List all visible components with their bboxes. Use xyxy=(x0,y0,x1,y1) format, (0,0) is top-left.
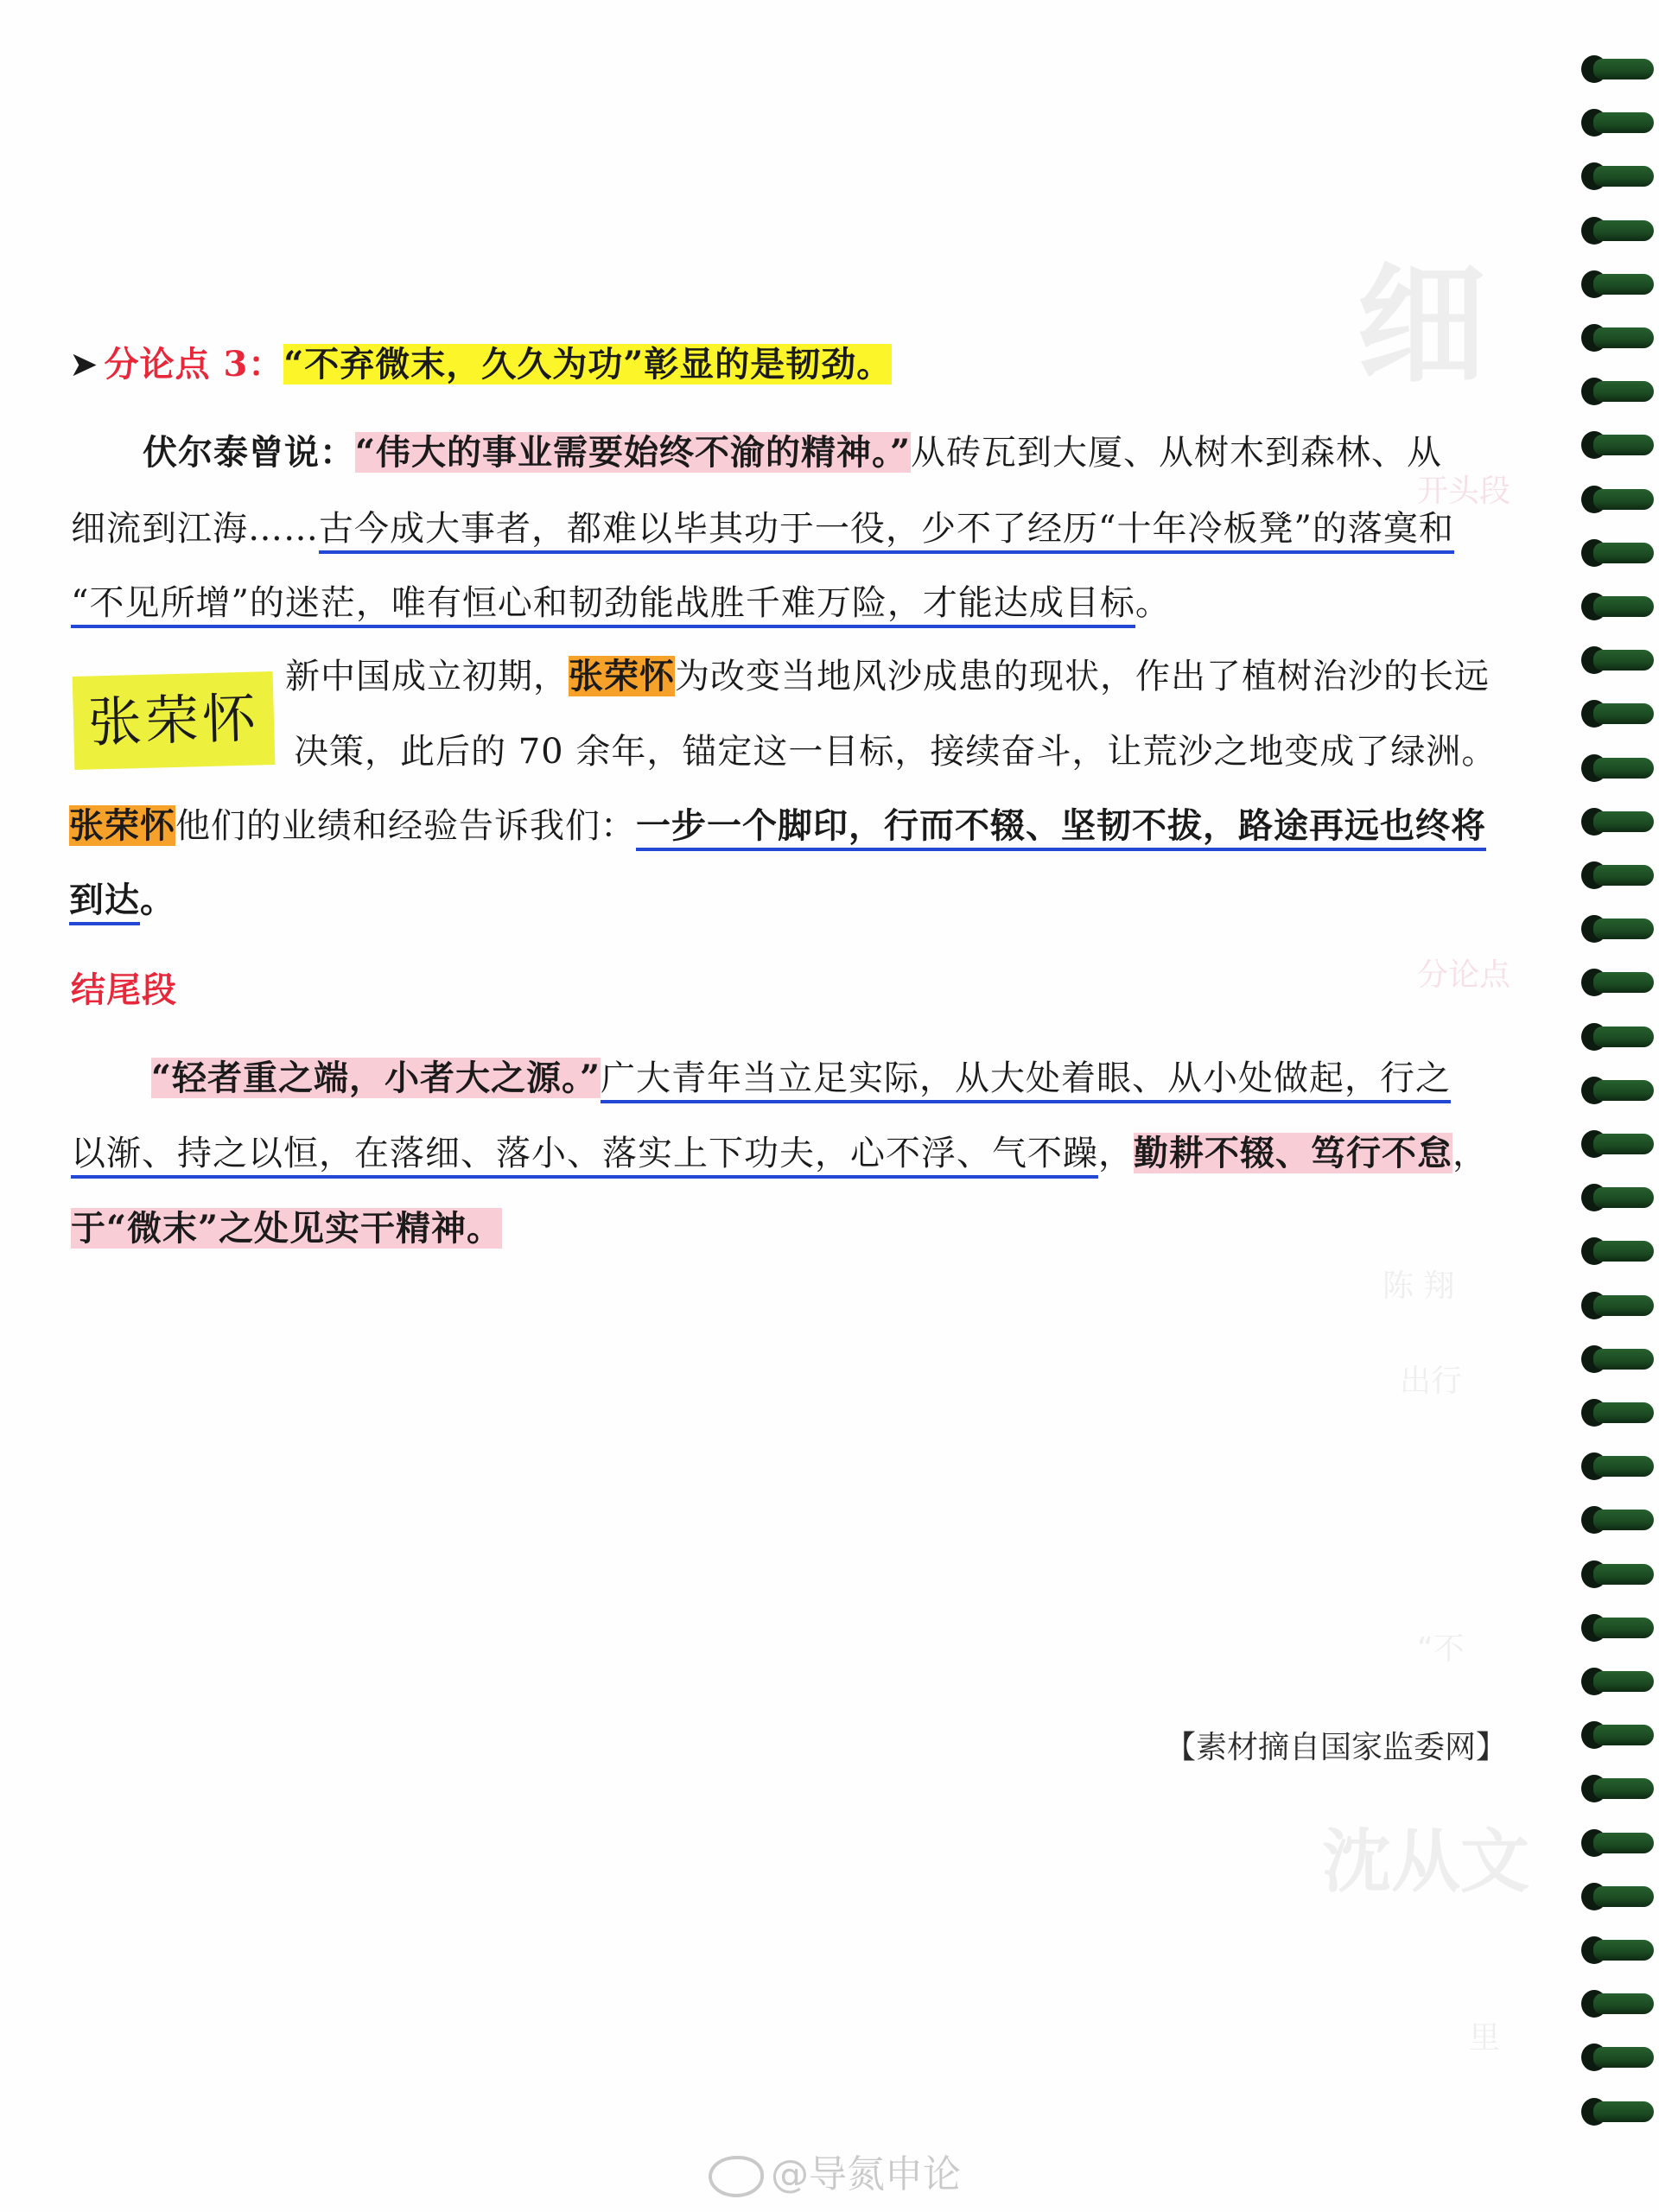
spiral-ring xyxy=(1581,1180,1654,1215)
spiral-ring xyxy=(1581,1879,1654,1914)
binding-wire xyxy=(1593,1187,1654,1208)
paragraph2-text: 为改变当地风沙成患的现状，作出了植树治沙的长远 xyxy=(675,657,1490,696)
binding-wire xyxy=(1593,59,1654,79)
underlined-text: 以渐、持之以恒，在落细、落小、落实上下功夫，心不浮、气不躁 xyxy=(71,1134,1098,1179)
binding-wire xyxy=(1593,1456,1654,1477)
binding-wire xyxy=(1593,2047,1654,2068)
spiral-ring xyxy=(1581,696,1654,731)
underlined-text: 古今成大事者，都难以毕其功于一役，少不了经历“十年冷板凳”的落寞和 xyxy=(319,509,1454,554)
bleed-through-text: “不 xyxy=(1417,1631,1465,1667)
watermark xyxy=(709,2143,961,2198)
spiral-ring xyxy=(1581,1718,1654,1752)
spiral-binding xyxy=(1573,52,1659,2195)
spiral-ring xyxy=(1581,1127,1654,1161)
arrow-bullet-icon: ➤ xyxy=(69,345,99,385)
section-heading-label: 分论点 3： xyxy=(104,344,284,385)
voltaire-quote: “伟大的事业需要始终不渝的精神。” xyxy=(355,432,912,473)
binding-wire xyxy=(1593,758,1654,779)
underlined-text: “不见所增”的迷茫，唯有恒心和韧劲能战胜千难万险，才能达成目标 xyxy=(71,583,1135,628)
binding-wire xyxy=(1593,811,1654,832)
spiral-ring xyxy=(1581,536,1654,570)
spiral-ring xyxy=(1581,321,1654,355)
binding-wire xyxy=(1593,650,1654,671)
closing-highlight: 于“微末”之处见实干精神。 xyxy=(71,1208,503,1249)
spiral-ring xyxy=(1581,912,1654,946)
spiral-ring xyxy=(1581,374,1654,409)
spiral-ring xyxy=(1581,1449,1654,1484)
binding-wire xyxy=(1593,381,1654,402)
binding-wire xyxy=(1593,865,1654,886)
binding-wire xyxy=(1593,2101,1654,2122)
bleed-through-text: 分论点 xyxy=(1417,957,1511,993)
spiral-ring xyxy=(1581,1503,1654,1537)
spiral-ring xyxy=(1581,1020,1654,1054)
bleed-through-text: 沈从文 xyxy=(1322,1821,1529,1902)
section-heading xyxy=(69,339,892,391)
spiral-ring xyxy=(1581,751,1654,785)
binding-wire xyxy=(1593,703,1654,724)
binding-wire xyxy=(1593,435,1654,455)
binding-wire xyxy=(1593,1671,1654,1692)
binding-wire xyxy=(1593,1564,1654,1585)
underlined-text: 到达 xyxy=(69,880,140,925)
person-name-highlight: 张荣怀 xyxy=(69,805,175,846)
spiral-ring xyxy=(1581,1933,1654,1967)
binding-wire xyxy=(1593,1241,1654,1262)
person-name-highlight: 张荣怀 xyxy=(569,656,675,696)
binding-wire xyxy=(1593,972,1654,993)
binding-wire xyxy=(1593,220,1654,241)
closing-text: ， xyxy=(1452,1134,1488,1173)
binding-wire xyxy=(1593,1080,1654,1101)
spiral-ring xyxy=(1581,267,1654,302)
paragraph2-line4 xyxy=(69,874,175,926)
spiral-ring xyxy=(1581,1771,1654,1806)
binding-wire xyxy=(1593,1027,1654,1047)
spiral-ring xyxy=(1581,1664,1654,1699)
closing-highlight: 勤耕不辍、笃行不怠 xyxy=(1134,1133,1452,1173)
binding-wire xyxy=(1593,489,1654,510)
name-badge: 张荣怀 xyxy=(73,671,276,770)
closing-text: ， xyxy=(1098,1134,1134,1173)
spiral-ring xyxy=(1581,1986,1654,2021)
paragraph1-line3 xyxy=(71,577,1171,629)
paragraph1-text: 细流到江海…… xyxy=(71,509,319,549)
paragraph2-text: 他们的业绩和经验告诉我们： xyxy=(175,806,636,846)
paragraph2-text: 新中国成立初期， xyxy=(285,657,569,696)
spiral-ring xyxy=(1581,482,1654,517)
closing-line3 xyxy=(71,1203,502,1255)
closing-line2 xyxy=(71,1128,1488,1179)
binding-wire xyxy=(1593,1940,1654,1961)
spiral-ring xyxy=(1581,1342,1654,1376)
binding-wire xyxy=(1593,1402,1654,1423)
binding-wire xyxy=(1593,1725,1654,1745)
paragraph1-text: 。 xyxy=(1135,583,1171,623)
spiral-ring xyxy=(1581,589,1654,624)
spiral-ring xyxy=(1581,1234,1654,1268)
spiral-ring xyxy=(1581,1288,1654,1323)
binding-wire xyxy=(1593,1295,1654,1316)
binding-wire xyxy=(1593,112,1654,133)
bleed-through-text: 里 xyxy=(1469,2020,1501,2056)
spiral-ring xyxy=(1581,428,1654,462)
binding-wire xyxy=(1593,1833,1654,1853)
binding-wire xyxy=(1593,918,1654,939)
spiral-ring xyxy=(1581,1557,1654,1592)
binding-wire xyxy=(1593,1778,1654,1799)
paragraph2-text: 决策，此后的 70 余年，锚定这一目标，接续奋斗，让荒沙之地变成了绿洲。 xyxy=(294,732,1497,772)
spiral-ring xyxy=(1581,643,1654,677)
closing-quote: “轻者重之端，小者大之源。” xyxy=(151,1058,601,1098)
underlined-text: 一步一个脚印，行而不辍、坚韧不拔，路途再远也终将 xyxy=(636,805,1486,851)
binding-wire xyxy=(1593,1510,1654,1530)
spiral-ring xyxy=(1581,2040,1654,2075)
spiral-ring xyxy=(1581,1395,1654,1430)
paragraph1-line2 xyxy=(71,503,1454,555)
binding-wire xyxy=(1593,596,1654,617)
bleed-through-text: 开头段 xyxy=(1417,474,1511,509)
binding-wire xyxy=(1593,1618,1654,1638)
binding-wire xyxy=(1593,1349,1654,1370)
paragraph2-line2 xyxy=(294,726,1497,778)
spiral-ring xyxy=(1581,1611,1654,1645)
spiral-ring xyxy=(1581,159,1654,194)
weibo-icon xyxy=(709,2156,764,2197)
paragraph2-text: 。 xyxy=(140,880,175,920)
paragraph1-text: 从砖瓦到大厦、从树木到森林、从 xyxy=(911,433,1443,473)
bleed-through-text: 陈 翔 xyxy=(1382,1268,1455,1304)
bleed-through-text: 细 xyxy=(1357,251,1487,401)
binding-wire xyxy=(1593,1993,1654,2014)
paragraph1-line1 xyxy=(143,427,1442,479)
binding-wire xyxy=(1593,274,1654,295)
spiral-ring xyxy=(1581,1826,1654,1860)
spiral-ring xyxy=(1581,965,1654,1000)
binding-wire xyxy=(1593,543,1654,563)
bleed-through-text: 出行 xyxy=(1400,1363,1463,1399)
paragraph2-line3 xyxy=(69,800,1486,852)
spiral-ring xyxy=(1581,804,1654,839)
section-heading-quote: “不弃微末，久久为功”彰显的是韧劲。 xyxy=(283,344,893,385)
closing-title: 结尾段 xyxy=(71,969,177,1010)
paragraph1-lead: 伏尔泰曾说： xyxy=(143,432,355,473)
spiral-ring xyxy=(1581,1073,1654,1108)
binding-wire xyxy=(1593,1886,1654,1907)
binding-wire xyxy=(1593,327,1654,348)
watermark-text: @导氮申论 xyxy=(771,2152,961,2196)
paragraph2-line1 xyxy=(285,651,1490,702)
spiral-ring xyxy=(1581,213,1654,248)
closing-line1 xyxy=(151,1052,1451,1104)
spiral-ring xyxy=(1581,858,1654,893)
spiral-ring xyxy=(1581,52,1654,86)
source-citation: 【素材摘自国家监委网】 xyxy=(1165,1730,1508,1765)
spiral-ring xyxy=(1581,105,1654,140)
underlined-text: 广大青年当立足实际，从大处着眼、从小处做起，行之 xyxy=(601,1058,1451,1103)
spiral-ring xyxy=(1581,2094,1654,2129)
binding-wire xyxy=(1593,1134,1654,1154)
binding-wire xyxy=(1593,166,1654,187)
